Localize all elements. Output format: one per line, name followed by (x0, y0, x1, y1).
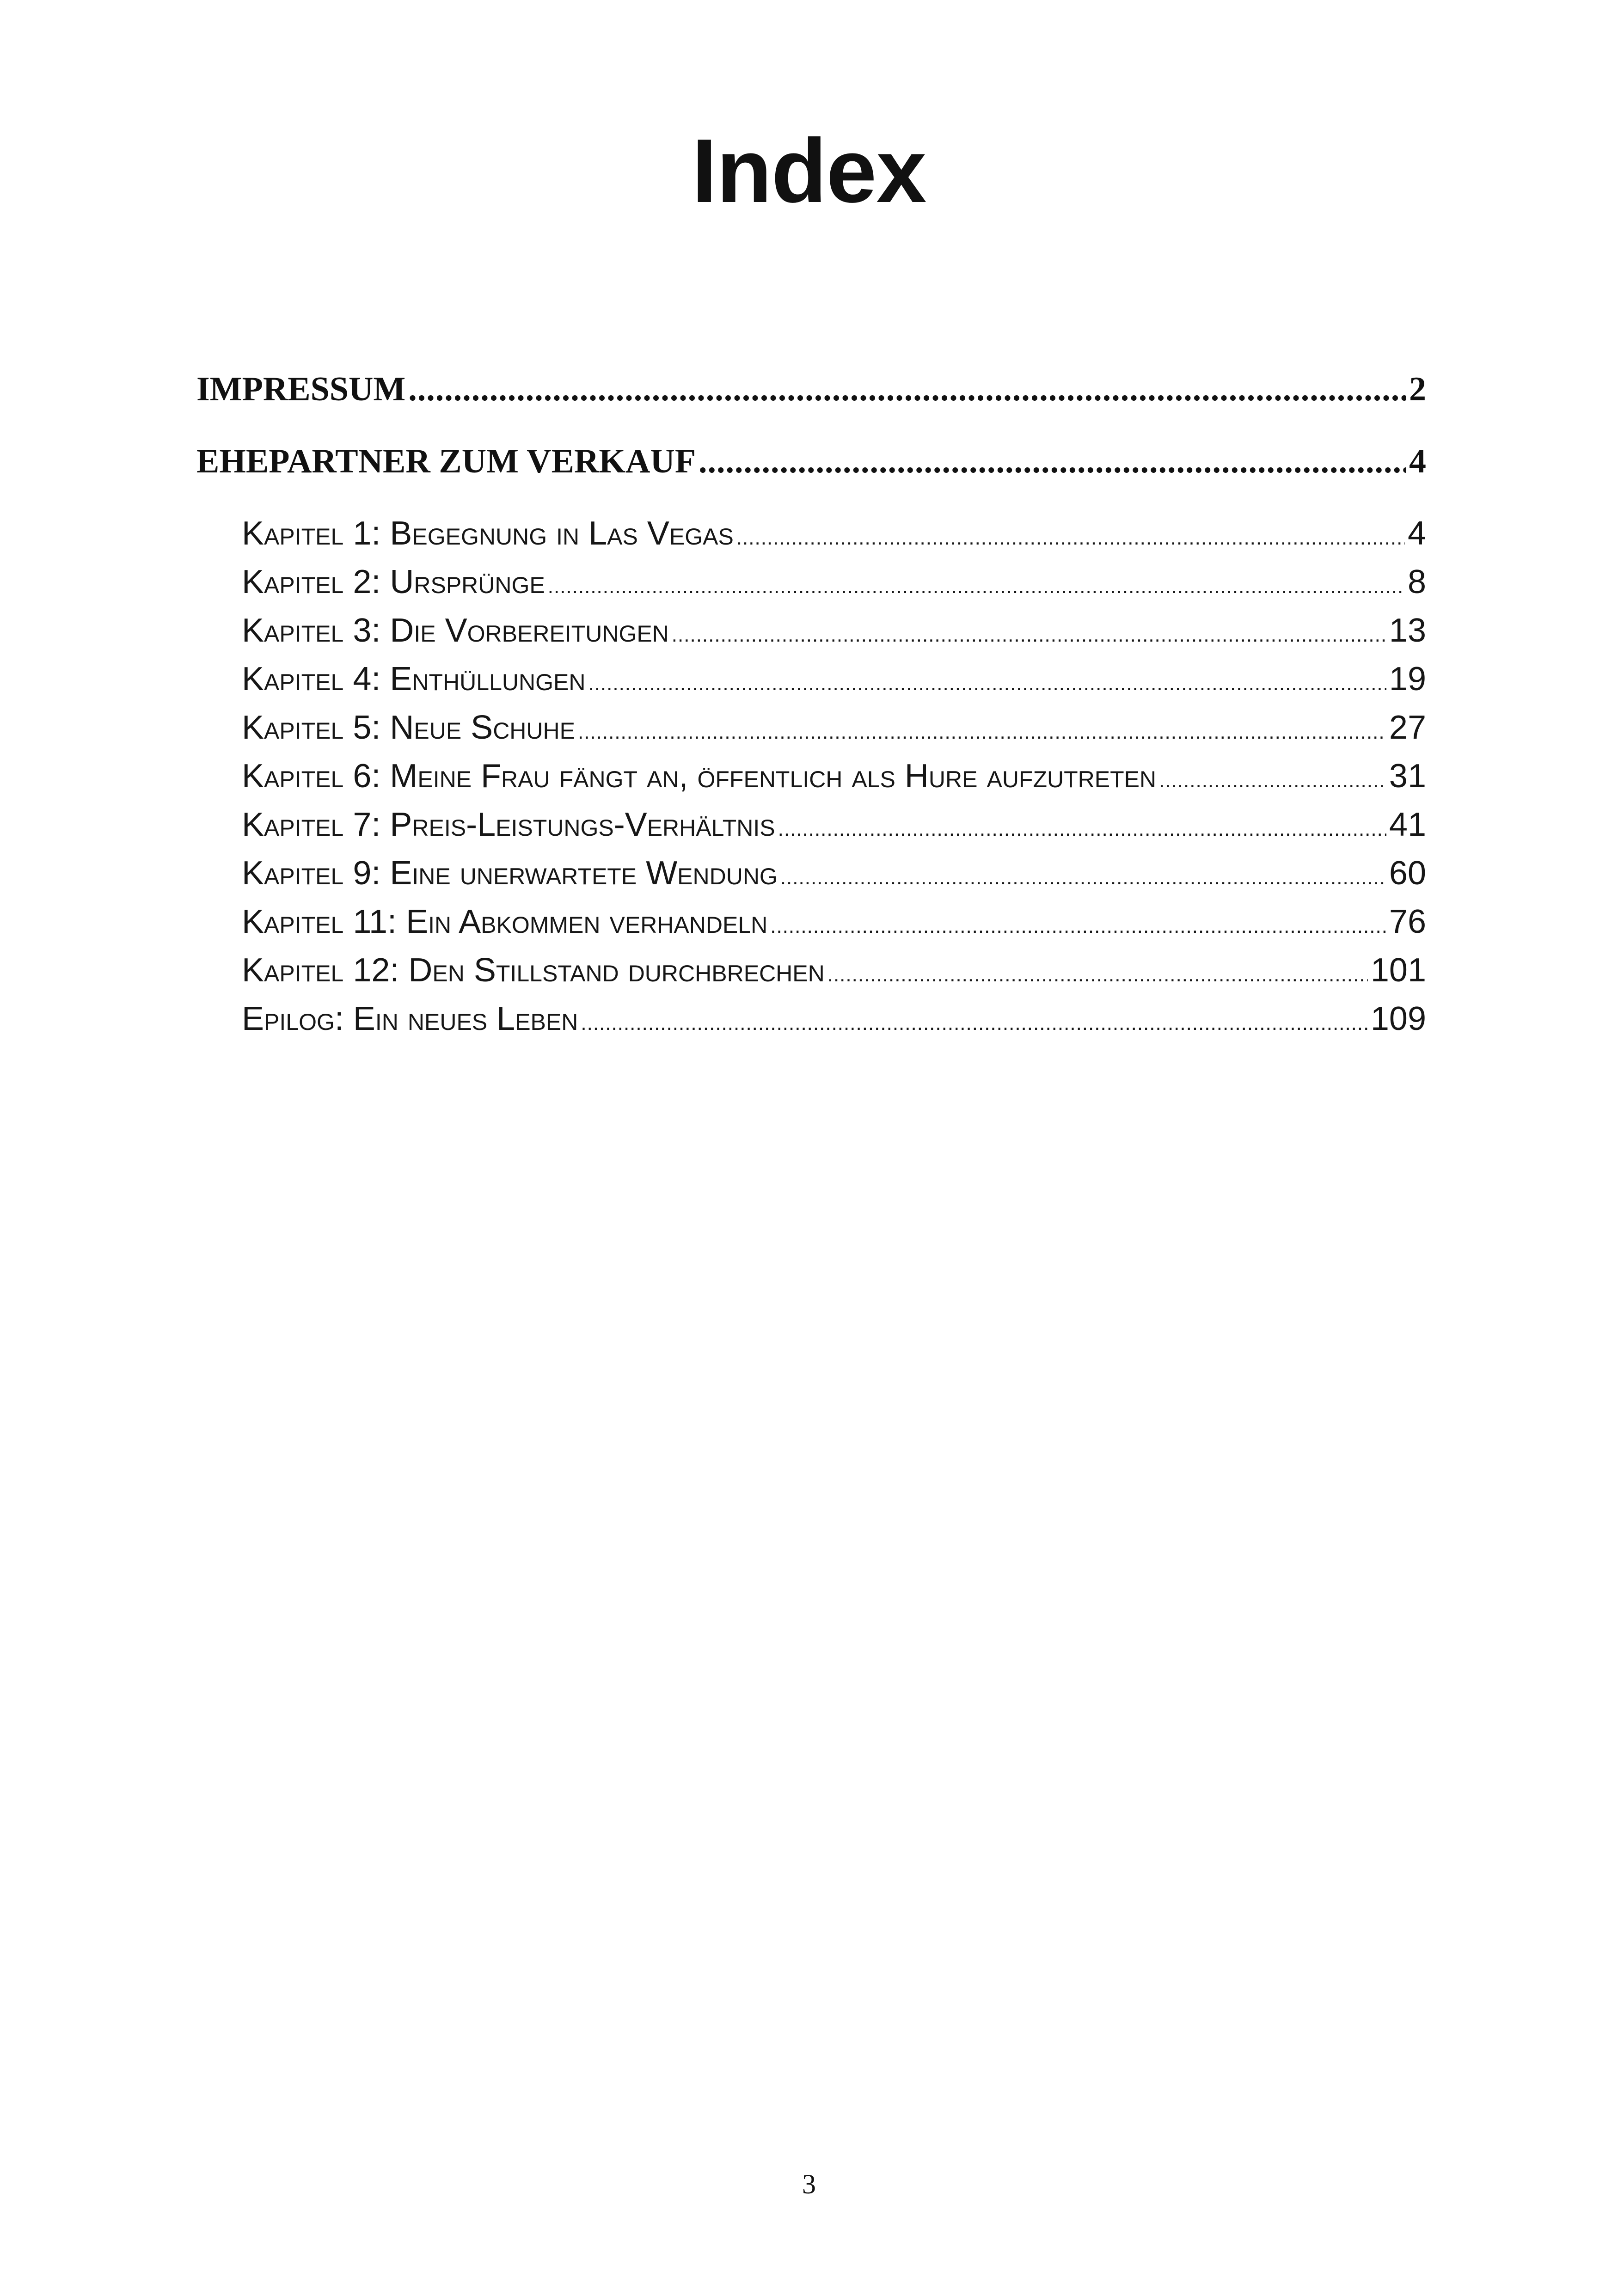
toc-entry-kapitel-12[interactable] (242, 946, 1426, 995)
table-of-contents (196, 365, 1426, 1043)
toc-entry-label: Kapitel 4: Enthüllungen (242, 661, 586, 698)
toc-entry-kapitel-6[interactable] (242, 752, 1426, 801)
dot-leader (778, 805, 1386, 849)
toc-entry-page-number: 101 (1370, 952, 1426, 989)
toc-entry-label: Kapitel 1: Begegnung in Las Vegas (242, 515, 734, 552)
dot-leader (408, 365, 1406, 413)
chapter-list (242, 509, 1426, 1043)
toc-entry-label: IMPRESSUM (196, 370, 406, 408)
toc-entry-page-number: 8 (1407, 563, 1426, 600)
toc-entry-label: Kapitel 6: Meine Frau fängt an, öffentlich als Hure aufzutreten (242, 758, 1157, 795)
toc-entry-page-number: 60 (1389, 855, 1426, 892)
toc-entry-page-number: 41 (1389, 806, 1426, 843)
dot-leader (1159, 756, 1386, 801)
toc-entry-label: Kapitel 3: Die Vorbereitungen (242, 612, 669, 649)
page-title: Index (692, 120, 926, 221)
toc-entry-kapitel-3[interactable] (242, 606, 1426, 655)
toc-entry-label: Kapitel 2: Ursprünge (242, 563, 545, 600)
dot-leader (548, 562, 1405, 606)
toc-entry-page-number: 76 (1389, 903, 1426, 940)
dot-leader (699, 437, 1406, 485)
toc-entry-page-number: 27 (1389, 709, 1426, 746)
toc-entry-label: EHEPARTNER ZUM VERKAUF (196, 442, 696, 480)
toc-entry-kapitel-4[interactable] (242, 655, 1426, 704)
dot-leader (588, 659, 1386, 704)
dot-leader (770, 902, 1386, 946)
toc-entry-page-number: 2 (1409, 370, 1426, 408)
toc-entry-label: Kapitel 12: Den Stillstand durchbrechen (242, 952, 825, 989)
dot-leader (780, 853, 1386, 898)
dot-leader (581, 999, 1367, 1043)
toc-entry-label: Kapitel 5: Neue Schuhe (242, 709, 575, 746)
toc-entry-label: Epilog: Ein neues Leben (242, 1000, 578, 1037)
toc-entry-kapitel-11[interactable] (242, 898, 1426, 946)
toc-entry-kapitel-9[interactable] (242, 849, 1426, 898)
dot-leader (827, 950, 1368, 995)
toc-entry-epilog[interactable] (242, 995, 1426, 1043)
toc-entry-page-number: 109 (1370, 1000, 1426, 1037)
dot-leader (736, 514, 1405, 558)
dot-leader (578, 708, 1386, 752)
toc-entry-label: Kapitel 9: Eine unerwartete Wendung (242, 855, 778, 892)
toc-entry-page-number: 31 (1389, 758, 1426, 795)
toc-entry-page-number: 19 (1389, 661, 1426, 698)
toc-entry-page-number: 13 (1389, 612, 1426, 649)
toc-entry-kapitel-2[interactable] (242, 558, 1426, 606)
dot-leader (672, 611, 1386, 655)
toc-entry-ehepartner-zum-verkauf[interactable] (196, 437, 1426, 485)
toc-entry-label: Kapitel 7: Preis-Leistungs-Verhältnis (242, 806, 775, 843)
page-number: 3 (802, 2169, 816, 2199)
toc-entry-kapitel-7[interactable] (242, 801, 1426, 849)
toc-entry-kapitel-5[interactable] (242, 704, 1426, 752)
toc-entry-page-number: 4 (1409, 442, 1426, 480)
toc-entry-label: Kapitel 11: Ein Abkommen verhandeln (242, 903, 768, 940)
toc-entry-kapitel-1[interactable] (242, 509, 1426, 558)
toc-entry-impressum[interactable] (196, 365, 1426, 413)
toc-entry-page-number: 4 (1407, 515, 1426, 552)
